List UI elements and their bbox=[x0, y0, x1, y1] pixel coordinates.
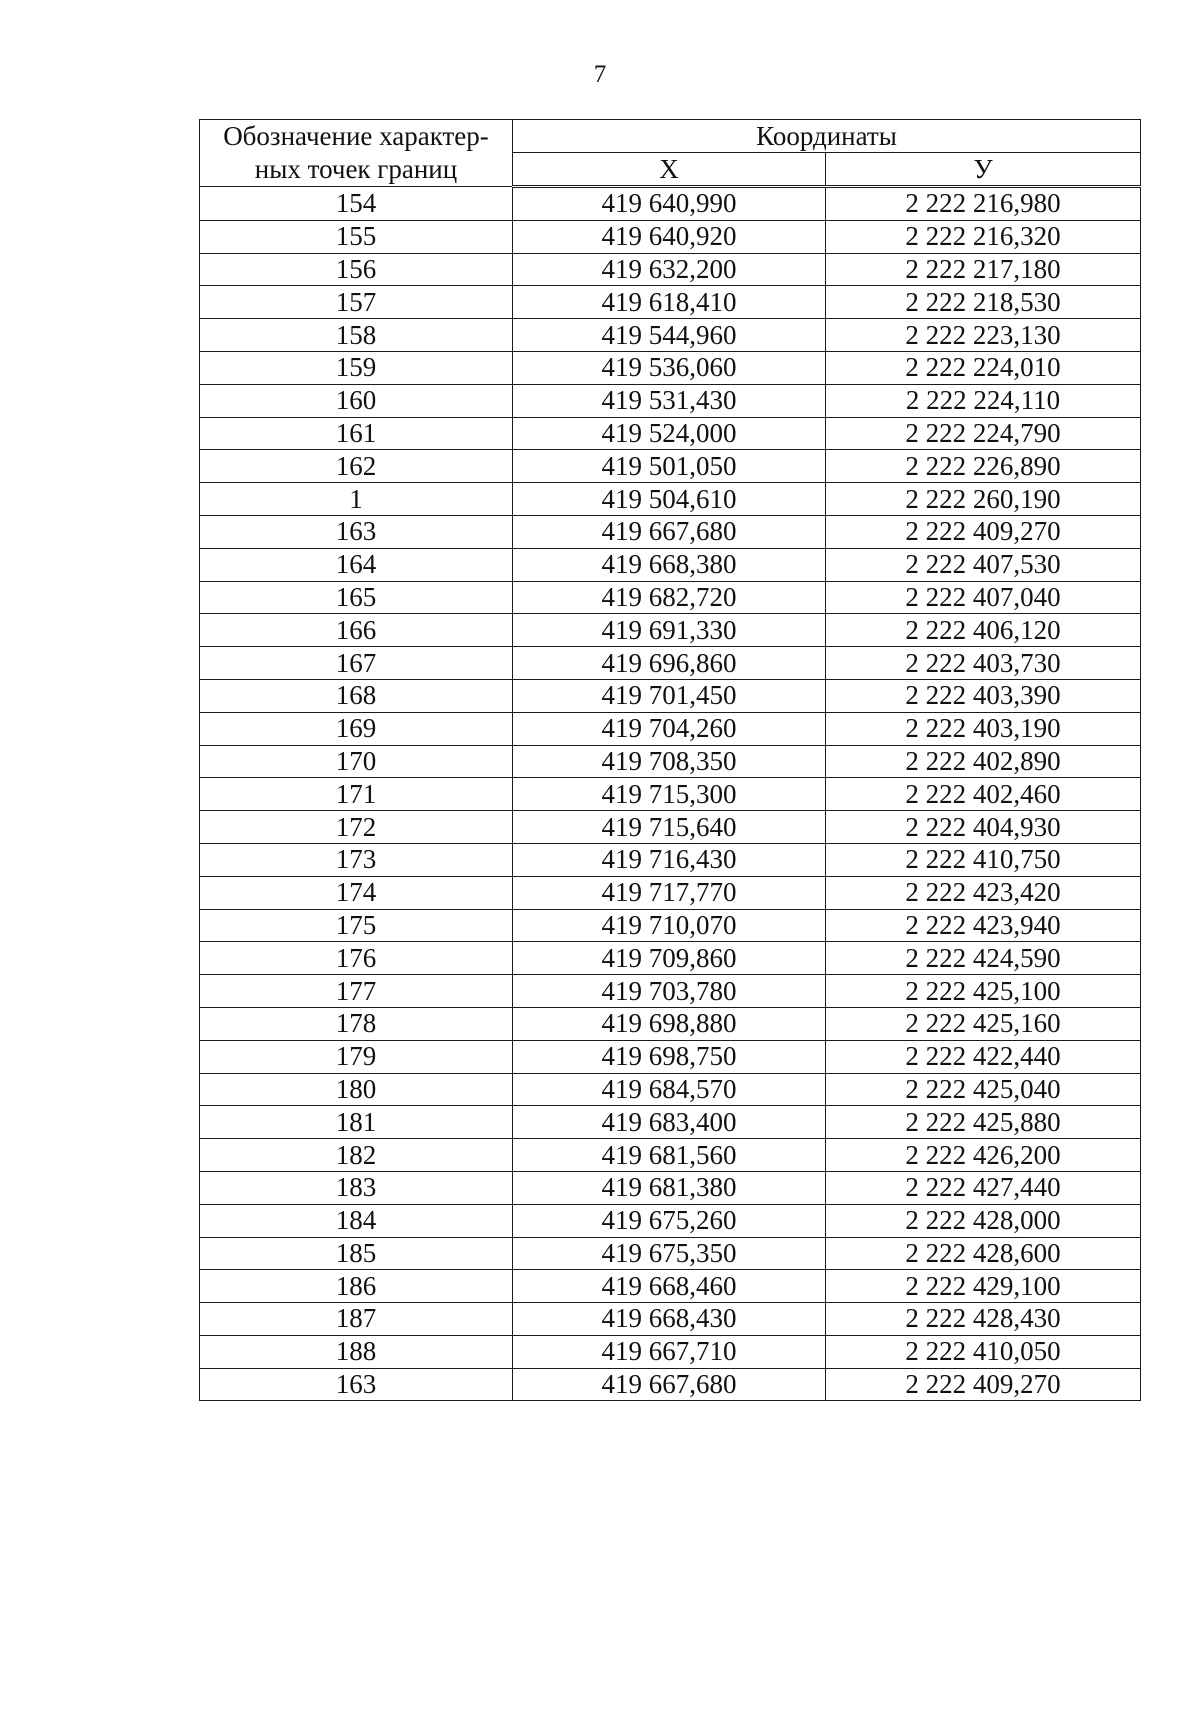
x-coordinate-cell: 419 709,860 bbox=[513, 942, 826, 975]
y-coordinate-cell: 2 222 226,890 bbox=[826, 450, 1141, 483]
x-coordinate-cell: 419 717,770 bbox=[513, 876, 826, 909]
table-row bbox=[200, 384, 1141, 417]
table-row bbox=[200, 778, 1141, 811]
point-cell: 177 bbox=[200, 975, 513, 1008]
y-coordinate-cell: 2 222 407,530 bbox=[826, 548, 1141, 581]
y-coordinate-cell: 2 222 427,440 bbox=[826, 1171, 1141, 1204]
table-row bbox=[200, 483, 1141, 516]
x-coordinate-cell: 419 544,960 bbox=[513, 319, 826, 352]
point-cell: 186 bbox=[200, 1270, 513, 1303]
y-coordinate-cell: 2 222 428,000 bbox=[826, 1204, 1141, 1237]
point-cell: 183 bbox=[200, 1171, 513, 1204]
y-coordinate-cell: 2 222 402,460 bbox=[826, 778, 1141, 811]
table-row bbox=[200, 745, 1141, 778]
x-coordinate-cell: 419 524,000 bbox=[513, 417, 826, 450]
x-coordinate-cell: 419 683,400 bbox=[513, 1106, 826, 1139]
point-cell: 180 bbox=[200, 1073, 513, 1106]
point-cell: 185 bbox=[200, 1237, 513, 1270]
x-coordinate-cell: 419 708,350 bbox=[513, 745, 826, 778]
point-cell: 172 bbox=[200, 811, 513, 844]
point-cell: 168 bbox=[200, 679, 513, 712]
point-header-line-2: ных точек границ bbox=[254, 154, 458, 184]
x-coordinate-cell: 419 501,050 bbox=[513, 450, 826, 483]
x-coordinate-cell: 419 536,060 bbox=[513, 351, 826, 384]
table-row bbox=[200, 319, 1141, 352]
x-coordinate-cell: 419 696,860 bbox=[513, 647, 826, 680]
point-header-line-1: Обозначение характер- bbox=[223, 121, 489, 151]
point-cell: 176 bbox=[200, 942, 513, 975]
point-cell: 171 bbox=[200, 778, 513, 811]
x-coordinate-cell: 419 632,200 bbox=[513, 253, 826, 286]
x-coordinate-cell: 419 684,570 bbox=[513, 1073, 826, 1106]
y-coordinate-cell: 2 222 426,200 bbox=[826, 1139, 1141, 1172]
table-row bbox=[200, 647, 1141, 680]
table-row bbox=[200, 975, 1141, 1008]
point-cell: 167 bbox=[200, 647, 513, 680]
y-column-header: У bbox=[826, 152, 1141, 186]
y-coordinate-cell: 2 222 425,040 bbox=[826, 1073, 1141, 1106]
table-row bbox=[200, 1237, 1141, 1270]
y-coordinate-cell: 2 222 429,100 bbox=[826, 1270, 1141, 1303]
y-coordinate-cell: 2 222 409,270 bbox=[826, 1368, 1141, 1401]
point-cell: 162 bbox=[200, 450, 513, 483]
table-row bbox=[200, 614, 1141, 647]
x-coordinate-cell: 419 715,640 bbox=[513, 811, 826, 844]
point-cell: 156 bbox=[200, 253, 513, 286]
x-coordinate-cell: 419 716,430 bbox=[513, 843, 826, 876]
table-row bbox=[200, 909, 1141, 942]
x-coordinate-cell: 419 701,450 bbox=[513, 679, 826, 712]
y-coordinate-cell: 2 222 216,320 bbox=[826, 220, 1141, 253]
x-coordinate-cell: 419 715,300 bbox=[513, 778, 826, 811]
y-coordinate-cell: 2 222 404,930 bbox=[826, 811, 1141, 844]
y-coordinate-cell: 2 222 218,530 bbox=[826, 286, 1141, 319]
point-cell: 164 bbox=[200, 548, 513, 581]
y-coordinate-cell: 2 222 403,730 bbox=[826, 647, 1141, 680]
point-cell: 159 bbox=[200, 351, 513, 384]
y-coordinate-cell: 2 222 422,440 bbox=[826, 1040, 1141, 1073]
point-cell: 181 bbox=[200, 1106, 513, 1139]
table-row bbox=[200, 1270, 1141, 1303]
x-coordinate-cell: 419 667,680 bbox=[513, 1368, 826, 1401]
x-coordinate-cell: 419 668,380 bbox=[513, 548, 826, 581]
point-designation-header bbox=[200, 120, 513, 187]
point-cell: 173 bbox=[200, 843, 513, 876]
table-row bbox=[200, 417, 1141, 450]
point-cell: 163 bbox=[200, 1368, 513, 1401]
x-coordinate-cell: 419 640,920 bbox=[513, 220, 826, 253]
point-cell: 178 bbox=[200, 1007, 513, 1040]
x-coordinate-cell: 419 668,430 bbox=[513, 1303, 826, 1336]
table-row bbox=[200, 1303, 1141, 1336]
x-coordinate-cell: 419 704,260 bbox=[513, 712, 826, 745]
coordinates-table-body bbox=[200, 187, 1141, 1401]
x-coordinate-cell: 419 675,260 bbox=[513, 1204, 826, 1237]
point-cell: 1 bbox=[200, 483, 513, 516]
table-row bbox=[200, 811, 1141, 844]
point-cell: 179 bbox=[200, 1040, 513, 1073]
table-row bbox=[200, 253, 1141, 286]
point-cell: 184 bbox=[200, 1204, 513, 1237]
y-coordinate-cell: 2 222 424,590 bbox=[826, 942, 1141, 975]
y-coordinate-cell: 2 222 423,940 bbox=[826, 909, 1141, 942]
table-row bbox=[200, 450, 1141, 483]
y-coordinate-cell: 2 222 216,980 bbox=[826, 187, 1141, 221]
point-cell: 174 bbox=[200, 876, 513, 909]
point-cell: 154 bbox=[200, 187, 513, 221]
y-coordinate-cell: 2 222 425,160 bbox=[826, 1007, 1141, 1040]
table-row bbox=[200, 187, 1141, 221]
y-coordinate-cell: 2 222 403,190 bbox=[826, 712, 1141, 745]
point-cell: 161 bbox=[200, 417, 513, 450]
y-coordinate-cell: 2 222 409,270 bbox=[826, 515, 1141, 548]
point-cell: 166 bbox=[200, 614, 513, 647]
x-coordinate-cell: 419 698,880 bbox=[513, 1007, 826, 1040]
y-coordinate-cell: 2 222 423,420 bbox=[826, 876, 1141, 909]
table-row bbox=[200, 1007, 1141, 1040]
table-row bbox=[200, 581, 1141, 614]
table-row bbox=[200, 1368, 1141, 1401]
y-coordinate-cell: 2 222 428,600 bbox=[826, 1237, 1141, 1270]
table-row bbox=[200, 1040, 1141, 1073]
y-coordinate-cell: 2 222 217,180 bbox=[826, 253, 1141, 286]
table-row bbox=[200, 1073, 1141, 1106]
table-row bbox=[200, 843, 1141, 876]
x-coordinate-cell: 419 667,680 bbox=[513, 515, 826, 548]
point-cell: 158 bbox=[200, 319, 513, 352]
x-coordinate-cell: 419 667,710 bbox=[513, 1335, 826, 1368]
point-cell: 175 bbox=[200, 909, 513, 942]
y-coordinate-cell: 2 222 407,040 bbox=[826, 581, 1141, 614]
x-coordinate-cell: 419 703,780 bbox=[513, 975, 826, 1008]
x-coordinate-cell: 419 681,380 bbox=[513, 1171, 826, 1204]
coordinates-table bbox=[199, 119, 1141, 1401]
y-coordinate-cell: 2 222 260,190 bbox=[826, 483, 1141, 516]
y-coordinate-cell: 2 222 406,120 bbox=[826, 614, 1141, 647]
x-coordinate-cell: 419 691,330 bbox=[513, 614, 826, 647]
y-coordinate-cell: 2 222 403,390 bbox=[826, 679, 1141, 712]
table-row bbox=[200, 1171, 1141, 1204]
x-coordinate-cell: 419 618,410 bbox=[513, 286, 826, 319]
table-row bbox=[200, 942, 1141, 975]
table-row bbox=[200, 1139, 1141, 1172]
table-row bbox=[200, 679, 1141, 712]
x-coordinate-cell: 419 682,720 bbox=[513, 581, 826, 614]
x-coordinate-cell: 419 640,990 bbox=[513, 187, 826, 221]
y-coordinate-cell: 2 222 223,130 bbox=[826, 319, 1141, 352]
table-row bbox=[200, 1204, 1141, 1237]
y-coordinate-cell: 2 222 224,010 bbox=[826, 351, 1141, 384]
table-row bbox=[200, 515, 1141, 548]
point-cell: 157 bbox=[200, 286, 513, 319]
point-cell: 188 bbox=[200, 1335, 513, 1368]
y-coordinate-cell: 2 222 425,880 bbox=[826, 1106, 1141, 1139]
page-number: 7 bbox=[593, 61, 607, 88]
x-coordinate-cell: 419 698,750 bbox=[513, 1040, 826, 1073]
point-cell: 187 bbox=[200, 1303, 513, 1336]
x-column-header: X bbox=[513, 152, 826, 186]
point-cell: 170 bbox=[200, 745, 513, 778]
point-cell: 165 bbox=[200, 581, 513, 614]
table-row bbox=[200, 220, 1141, 253]
y-coordinate-cell: 2 222 224,110 bbox=[826, 384, 1141, 417]
point-cell: 160 bbox=[200, 384, 513, 417]
table-row bbox=[200, 712, 1141, 745]
y-coordinate-cell: 2 222 224,790 bbox=[826, 417, 1141, 450]
table-row bbox=[200, 548, 1141, 581]
x-coordinate-cell: 419 668,460 bbox=[513, 1270, 826, 1303]
x-coordinate-cell: 419 681,560 bbox=[513, 1139, 826, 1172]
table-row bbox=[200, 1106, 1141, 1139]
y-coordinate-cell: 2 222 410,050 bbox=[826, 1335, 1141, 1368]
point-cell: 155 bbox=[200, 220, 513, 253]
x-coordinate-cell: 419 531,430 bbox=[513, 384, 826, 417]
point-cell: 182 bbox=[200, 1139, 513, 1172]
x-coordinate-cell: 419 675,350 bbox=[513, 1237, 826, 1270]
table-row bbox=[200, 876, 1141, 909]
table-row bbox=[200, 286, 1141, 319]
x-coordinate-cell: 419 710,070 bbox=[513, 909, 826, 942]
y-coordinate-cell: 2 222 410,750 bbox=[826, 843, 1141, 876]
y-coordinate-cell: 2 222 425,100 bbox=[826, 975, 1141, 1008]
point-cell: 163 bbox=[200, 515, 513, 548]
y-coordinate-cell: 2 222 428,430 bbox=[826, 1303, 1141, 1336]
y-coordinate-cell: 2 222 402,890 bbox=[826, 745, 1141, 778]
table-row bbox=[200, 351, 1141, 384]
table-row bbox=[200, 1335, 1141, 1368]
point-cell: 169 bbox=[200, 712, 513, 745]
x-coordinate-cell: 419 504,610 bbox=[513, 483, 826, 516]
coordinates-header: Координаты bbox=[513, 120, 1141, 153]
